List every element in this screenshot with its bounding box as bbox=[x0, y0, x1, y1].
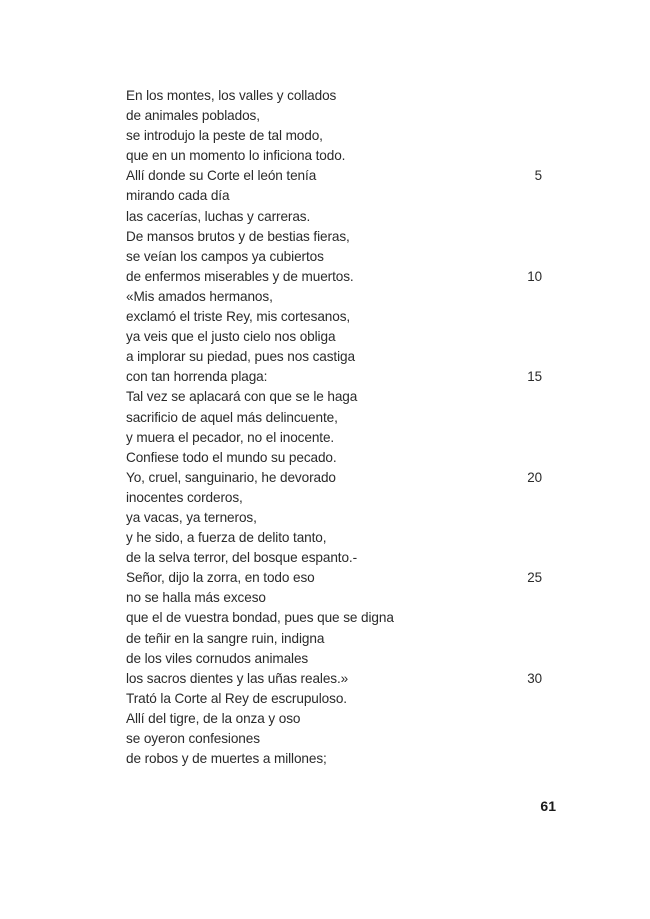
poem-line-text: y he sido, a fuerza de delito tanto, bbox=[126, 530, 327, 546]
poem-line-text: Yo, cruel, sanguinario, he devorado bbox=[126, 469, 336, 485]
poem-line bbox=[126, 508, 546, 528]
line-number: 25 bbox=[527, 570, 542, 586]
poem-line bbox=[126, 568, 546, 588]
poem-line bbox=[126, 387, 546, 407]
poem-line bbox=[126, 528, 546, 548]
poem-line-text: exclamó el triste Rey, mis cortesanos, bbox=[126, 309, 351, 325]
poem-line bbox=[126, 488, 546, 508]
page-number: 61 bbox=[540, 798, 556, 814]
poem-line-text: los sacros dientes y las uñas reales.» bbox=[126, 670, 349, 686]
poem-line bbox=[126, 448, 546, 468]
poem-text bbox=[126, 86, 546, 769]
poem-line bbox=[126, 186, 546, 206]
poem-line-text: se oyeron confesiones bbox=[126, 731, 260, 746]
poem-line-text: de los viles cornudos animales bbox=[126, 650, 309, 666]
poem-line bbox=[126, 729, 546, 749]
poem-line-text: a implorar su piedad, pues nos castiga bbox=[126, 349, 355, 365]
poem-line bbox=[126, 106, 546, 126]
poem-line bbox=[126, 709, 546, 729]
poem-line-text: de enfermos miserables y de muertos. bbox=[126, 268, 354, 284]
poem-line-text: con tan horrenda plaga: bbox=[126, 369, 268, 385]
line-number: 10 bbox=[527, 268, 542, 284]
poem-line-text: Tal vez se aplacará con que se le haga bbox=[126, 389, 358, 405]
poem-line bbox=[126, 588, 546, 608]
line-number: 20 bbox=[527, 469, 542, 485]
poem-line bbox=[126, 428, 546, 448]
poem-line-text: En los montes, los valles y collados bbox=[126, 88, 337, 103]
poem-line-text: no se halla más exceso bbox=[126, 590, 266, 606]
poem-line bbox=[126, 247, 546, 267]
poem-line bbox=[126, 367, 546, 387]
poem-line bbox=[126, 327, 546, 347]
poem-line-text: inocentes corderos, bbox=[126, 489, 243, 505]
poem-line bbox=[126, 166, 546, 186]
poem-line-text: se veían los campos ya cubiertos bbox=[126, 248, 324, 264]
poem-line-text: se introdujo la peste de tal modo, bbox=[126, 128, 323, 144]
poem-line bbox=[126, 608, 546, 628]
poem-line bbox=[126, 468, 546, 488]
poem-line bbox=[126, 689, 546, 709]
poem-line bbox=[126, 227, 546, 247]
line-number: 30 bbox=[527, 670, 542, 686]
poem-line-text: de animales poblados, bbox=[126, 108, 260, 124]
poem-line bbox=[126, 307, 546, 327]
poem-line-text: sacrificio de aquel más delincuente, bbox=[126, 409, 338, 425]
poem-line bbox=[126, 649, 546, 669]
poem-line bbox=[126, 408, 546, 428]
poem-line-text: de la selva terror, del bosque espanto.- bbox=[126, 550, 358, 566]
poem-line bbox=[126, 126, 546, 146]
poem-line bbox=[126, 267, 546, 287]
poem-line-text: Señor, dijo la zorra, en todo eso bbox=[126, 570, 315, 586]
poem-line bbox=[126, 629, 546, 649]
poem-line bbox=[126, 207, 546, 227]
poem-line bbox=[126, 86, 546, 106]
poem-line bbox=[126, 749, 546, 769]
poem-line-text: ya veis que el justo cielo nos obliga bbox=[126, 329, 336, 345]
poem-line-text: y muera el pecador, no el inocente. bbox=[126, 429, 335, 445]
poem-line-text: mirando cada día bbox=[126, 188, 230, 204]
poem-line-text: «Mis amados hermanos, bbox=[126, 288, 273, 304]
poem-line-text: que el de vuestra bondad, pues que se digna bbox=[126, 610, 394, 626]
poem-line-text: que en un momento lo inficiona todo. bbox=[126, 148, 346, 164]
poem-line-text: las cacerías, luchas y carreras. bbox=[126, 208, 311, 224]
poem-line-text: ya vacas, ya terneros, bbox=[126, 509, 257, 525]
line-number: 15 bbox=[527, 369, 542, 385]
poem-line-text: Allí donde su Corte el león tenía bbox=[126, 168, 317, 184]
poem-line bbox=[126, 548, 546, 568]
poem-line-text: Confiese todo el mundo su pecado. bbox=[126, 449, 337, 465]
poem-line-text: Trató la Corte al Rey de escrupuloso. bbox=[126, 690, 347, 706]
poem-line-text: de teñir en la sangre ruin, indigna bbox=[126, 630, 325, 646]
poem-line-text: De mansos brutos y de bestias fieras, bbox=[126, 228, 350, 244]
line-number: 5 bbox=[534, 168, 542, 184]
poem-line bbox=[126, 347, 546, 367]
poem-line bbox=[126, 287, 546, 307]
poem-line-text: de robos y de muertes a millones; bbox=[126, 751, 327, 767]
poem-line bbox=[126, 146, 546, 166]
poem-line bbox=[126, 669, 546, 689]
poem-line-text: Allí del tigre, de la onza y oso bbox=[126, 710, 301, 726]
